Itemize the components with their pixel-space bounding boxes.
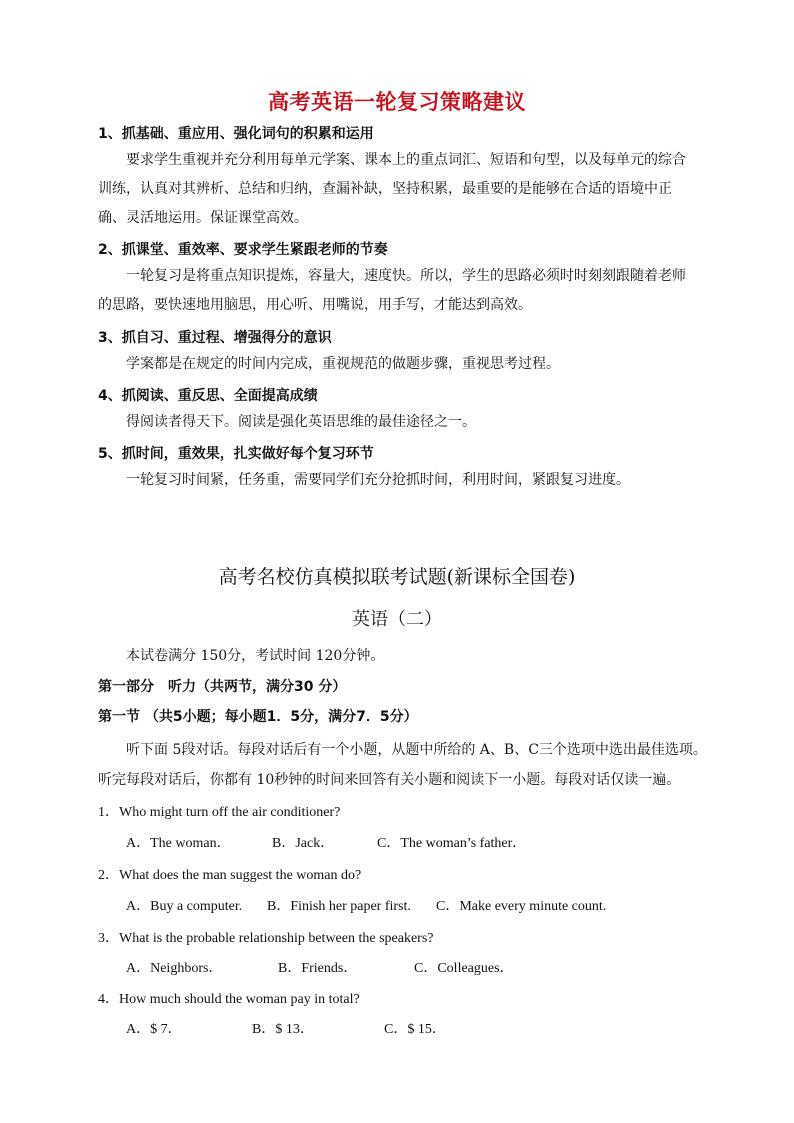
strategy-paragraph-3: [98, 350, 698, 379]
q3-option-c: C．Colleagues．: [414, 961, 514, 976]
q3-option-b: B．Friends．: [278, 961, 358, 976]
q1-option-c: C．The woman’s father．: [377, 836, 527, 851]
q1-option-b: B．Jack．: [272, 836, 335, 851]
q2-option-b: B．Finish her paper first.: [267, 899, 411, 914]
strategy-text-1: 要求学生重视并充分利用每单元学案、课本上的重点词汇、短语和句型，以及每单元的综合训练，认真对其辨析、总结和归纳，查漏补缺，坚持积累，最重要的是能够在合适的语境中正确、灵活地运用。保证课堂高效。: [98, 152, 686, 226]
question-3: 3．What is the probable relationship between the speakers?: [98, 931, 434, 946]
instructions-line-2: 听完每段对话后，你都有 10秒钟的时间来回答有关小题和阅读下一小题。每段对话仅读一遍。: [98, 772, 681, 788]
strategy-text-2: 一轮复习是将重点知识提炼，容量大，速度快。所以，学生的思路必须时时刻刻跟随着老师的思路，要快速地用脑思，用心听、用嘴说，用手写，才能达到高效。: [98, 268, 686, 313]
exam-title: 高考名校仿真模拟联考试题(新课标全国卷): [218, 566, 576, 588]
q4-option-a: A．$ 7．: [126, 1022, 182, 1037]
strategy-heading-2: 2、抓课堂、重效率、要求学生紧跟老师的节奏: [98, 242, 388, 258]
question-4: 4．How much should the woman pay in total?: [98, 992, 360, 1007]
strategy-paragraph-2: [98, 262, 698, 320]
exam-subtitle: 英语（二）: [352, 609, 442, 630]
q2-option-a: A．Buy a computer.: [126, 899, 243, 914]
strategy-title: 高考英语一轮复习策略建议: [268, 90, 526, 114]
strategy-paragraph-5: [98, 466, 698, 495]
q3-option-a: A．Neighbors．: [126, 961, 223, 976]
strategy-paragraph-4: [98, 408, 698, 437]
section-heading: 第一节 （共5小题；每小题1．5分，满分7．5分）: [98, 709, 418, 725]
strategy-heading-3: 3、抓自习、重过程、增强得分的意识: [98, 330, 332, 346]
strategy-text-5: 一轮复习时间紧，任务重，需要同学们充分抢抓时间，利用时间，紧跟复习进度。: [126, 472, 630, 488]
exam-note: 本试卷满分 150分，考试时间 120分钟。: [126, 648, 385, 664]
q1-option-a: A．The woman．: [126, 836, 231, 851]
q4-option-c: C．$ 15．: [384, 1022, 446, 1037]
question-1: 1．Who might turn off the air conditioner?: [98, 805, 341, 820]
strategy-paragraph-1: [98, 146, 698, 233]
question-2: 2．What does the man suggest the woman do?: [98, 868, 362, 883]
strategy-text-4: 得阅读者得天下。阅读是强化英语思维的最佳途径之一。: [126, 414, 476, 430]
strategy-heading-5: 5、抓时间，重效果，扎实做好每个复习环节: [98, 446, 374, 462]
q4-option-b: B．$ 13．: [252, 1022, 314, 1037]
instructions-line-1: 听下面 5段对话。每段对话后有一个小题，从题中所给的 A、B、C三个选项中选出最佳选项。: [126, 742, 707, 758]
q2-option-c: C．Make every minute count.: [436, 899, 607, 914]
part-heading: 第一部分 听力（共两节，满分30 分）: [98, 679, 347, 695]
strategy-heading-4: 4、抓阅读、重反思、全面提高成绩: [98, 388, 318, 404]
strategy-heading-1: 1、抓基础、重应用、强化词句的积累和运用: [98, 126, 374, 142]
strategy-text-3: 学案都是在规定的时间内完成，重视规范的做题步骤，重视思考过程。: [126, 356, 560, 372]
